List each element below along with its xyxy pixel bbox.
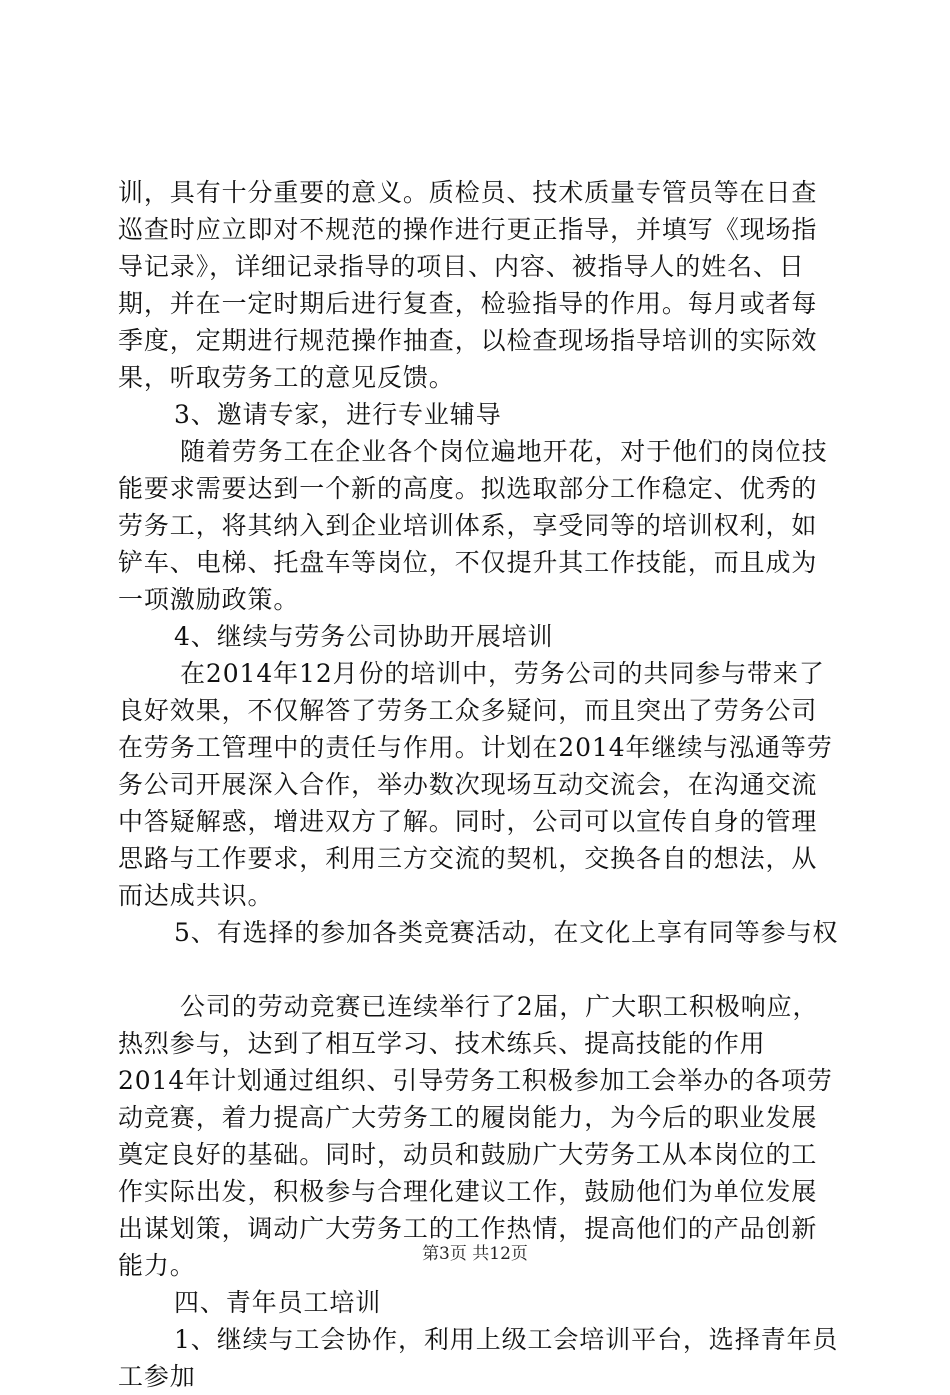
- text-line: 而达成共识。: [118, 881, 274, 910]
- text-line: 一项激励政策。: [118, 585, 300, 614]
- text-line: 劳务工，将其纳入到企业培训体系，享受同等的培训权利，如: [118, 511, 818, 540]
- text-line: 公司的劳动竞赛已连续举行了2届，广大职工积极响应，: [180, 992, 819, 1021]
- text-line: 出谋划策，调动广大劳务工的工作热情，提高他们的产品创新: [118, 1214, 818, 1243]
- text-line: 果，听取劳务工的意见反馈。: [118, 363, 455, 392]
- text-line: 奠定良好的基础。同时，动员和鼓励广大劳务工从本岗位的工: [118, 1140, 818, 1169]
- text-line: 导记录》，详细记录指导的项目、内容、被指导人的姓名、日: [118, 252, 805, 281]
- section-heading: 3、邀请专家，进行专业辅导: [174, 400, 502, 429]
- text-line: 务公司开展深入合作，举办数次现场互动交流会，在沟通交流: [118, 770, 818, 799]
- text-line: 训，具有十分重要的意义。质检员、技术质量专管员等在日查: [118, 178, 818, 207]
- text-line: 巡查时应立即对不规范的操作进行更正指导，并填写《现场指: [118, 215, 818, 244]
- text-line: 中答疑解惑，增进双方了解。同时，公司可以宣传自身的管理: [118, 807, 818, 836]
- body-text: [118, 174, 839, 1395]
- section-heading: 4、继续与劳务公司协助开展培训: [174, 622, 554, 651]
- text-line: 在劳务工管理中的责任与作用。计划在2014年继续与泓通等劳: [118, 733, 833, 762]
- section-heading: 四、青年员工培训: [174, 1288, 382, 1317]
- text-line: 良好效果，不仅解答了劳务工众多疑问，而且突出了劳务公司: [118, 696, 818, 725]
- text-line: 在2014年12月份的培训中，劳务公司的共同参与带来了: [180, 659, 825, 688]
- section-heading: 5、有选择的参加各类竞赛活动，在文化上享有同等参与权: [174, 918, 839, 947]
- text-line: 铲车、电梯、托盘车等岗位，不仅提升其工作技能，而且成为: [118, 548, 818, 577]
- text-line: 期，并在一定时期后进行复查，检验指导的作用。每月或者每: [118, 289, 818, 318]
- text-line: 随着劳务工在企业各个岗位遍地开花，对于他们的岗位技: [180, 437, 828, 466]
- text-line: 动竞赛，着力提高广大劳务工的履岗能力，为今后的职业发展: [118, 1103, 818, 1132]
- text-line: 季度，定期进行规范操作抽查，以检查现场指导培训的实际效: [118, 326, 818, 355]
- text-line: 作实际出发，积极参与合理化建议工作，鼓励他们为单位发展: [118, 1177, 818, 1206]
- text-line: 热烈参与，达到了相互学习、技术练兵、提高技能的作用: [118, 1029, 766, 1058]
- text-line: 能力。: [118, 1251, 196, 1280]
- page-footer: 第3页 共12页: [422, 1244, 528, 1264]
- text-line: 工参加: [118, 1362, 196, 1391]
- text-line: 1、继续与工会协作，利用上级工会培训平台，选择青年员: [174, 1325, 839, 1354]
- text-line: 能要求需要达到一个新的高度。拟选取部分工作稳定、优秀的: [118, 474, 818, 503]
- blank-line: [118, 951, 834, 988]
- text-line: 思路与工作要求，利用三方交流的契机，交换各自的想法，从: [118, 844, 818, 873]
- text-line: 2014年计划通过组织、引导劳务工积极参加工会举办的各项劳: [118, 1066, 833, 1095]
